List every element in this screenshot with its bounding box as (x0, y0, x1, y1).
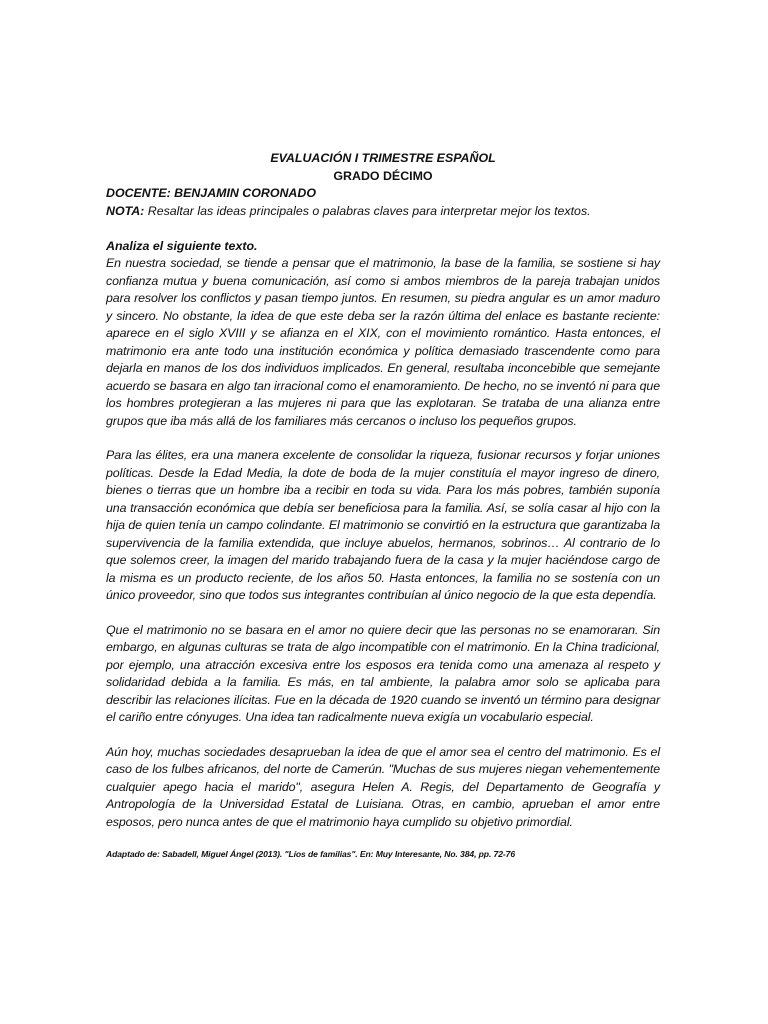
paragraph-1: En nuestra sociedad, se tiende a pensar que el matrimonio, la base de la familia, se sostiene si hay confianza mutua y buena comunicación, así como si ambos miembros de la pareja trabajan unidos para resolver los conflictos y pasan tiempo juntos. En resumen, su piedra angular es un amor maduro y sincero. No obstante, la idea de que este deba ser la razón última del enlace es bastante reciente: aparece en el siglo XVIII y se afianza en el XIX, con el movimiento romántico. Hasta entonces, el matrimonio era ante todo una institución económica y política demasiado trascendente como para dejarla en manos de los dos individuos implicados. En general, resultaba inconcebible que semejante acuerdo se basara en algo tan irracional como el enamoramiento. De hecho, no se inventó ni para que los hombres protegieran a las mujeres ni para que las explotaran. Se trataba de una alianza entre grupos que iba más allá de los familiares más cercanos o incluso los pequeños grupos. (106, 256, 660, 428)
spacer (106, 220, 660, 238)
note-label: NOTA: (106, 203, 145, 218)
note-text: Resaltar las ideas principales o palabras claves para interpretar mejor los textos. (144, 203, 591, 218)
paragraph-4: Aún hoy, muchas sociedades desaprueban la idea de que el amor sea el centro del matrimonio. Es el caso de los fulbes africanos, del norte de Camerún. "Muchas de sus mujeres niegan vehementemente cualquier apego hacia el marido", asegura Helen A. Regis, del Departamento de Geografía y Antropología de la Universidad Estatal de Luisiana. Otras, en cambio, aprueban el amor entre esposos, pero nunca antes de que el matrimonio haya cumplido su objetivo primordial. (106, 744, 660, 829)
grade-heading: GRADO DÉCIMO (333, 168, 433, 183)
source-citation: Adaptado de: Sabadell, Miguel Ángel (2013). "Líos de familias". En: Muy Interesante, No. 384, pp. 72-76 (106, 849, 516, 859)
paragraph-2: Para las élites, era una manera excelente de consolidar la riqueza, fusionar recursos y forjar uniones políticas. Desde la Edad Media, la dote de boda de la mujer constituía el mayor ingreso de dinero, bienes o tierras que un hombre iba a recibir en toda su vida. Para los más pobres, también suponía una transacción económica que debía ser beneficiosa para la familia. Así, se solía casar al hijo con la hija de quien tenía un campo colindante. El matrimonio se convirtió en la estructura que garantizaba la supervivencia de la familia extendida, que incluye abuelos, hermanos, sobrinos… Al contrario de lo que solemos creer, la imagen del marido trabajando fuera de la casa y la mujer haciéndose cargo de la misma es un producto reciente, de los años 50. Hasta entonces, la familia no se sostenía con un único proveedor, sino que todos sus integrantes contribuían al único negocio de la que esta dependía. (106, 448, 660, 602)
note-line (106, 203, 660, 221)
paragraph-3: Que el matrimonio no se basara en el amor no quiere decir que las personas no se enamoraran. Sin embargo, en algunas culturas se trata de algo incompatible con el matrimonio. En la China tradicional, por ejemplo, una atracción excesiva entre los esposos era tenida como una amenaza al respeto y solidaridad debida a la familia. Es más, en tal ambiente, la palabra amor solo se aplicaba para describir las relaciones ilícitas. Fue en la década de 1920 cuando se inventó un término para designar el cariño entre cónyuges. Una idea tan radicalmente nueva exigía un vocabulario especial. (106, 622, 660, 724)
instruction-heading: Analiza el siguiente texto. (106, 238, 258, 253)
teacher-line: DOCENTE: BENJAMIN CORONADO (106, 186, 316, 200)
document-body (106, 150, 660, 860)
document-title: EVALUACIÓN I TRIMESTRE ESPAÑOL (270, 151, 496, 165)
